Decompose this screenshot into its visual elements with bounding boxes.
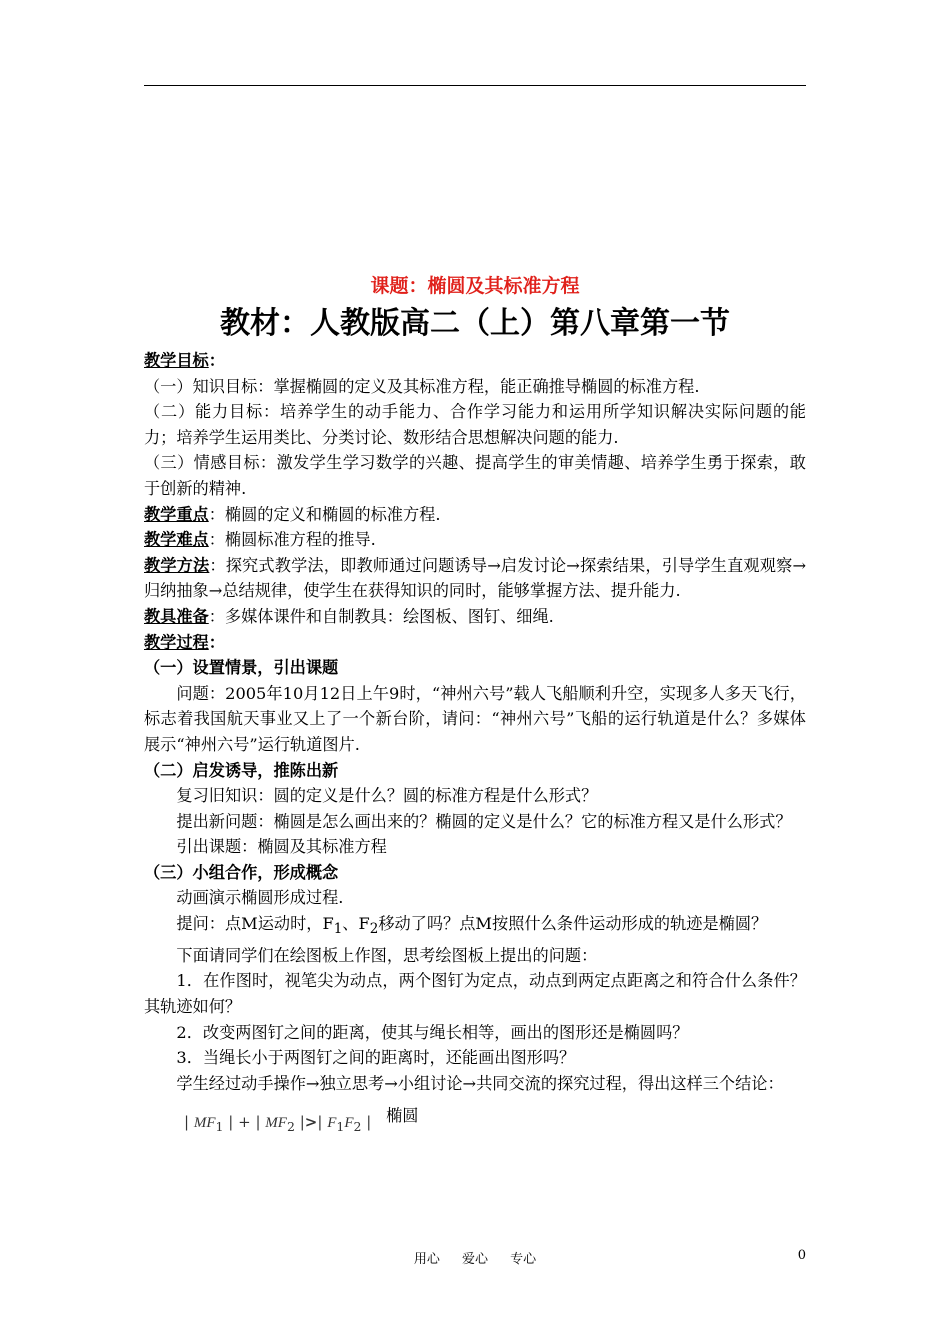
section-3-heading: （三）小组合作，形成概念: [144, 862, 339, 882]
f2-subscript: 2: [353, 1119, 362, 1135]
mf2-subscript: 2: [286, 1119, 295, 1135]
page-number: 0: [797, 1248, 806, 1263]
method-paragraph: [144, 553, 806, 604]
lesson-topic-title: 课题：椭圆及其标准方程: [370, 275, 580, 297]
mf1-subscript: 1: [215, 1119, 224, 1135]
section-3-q1: 1．在作图时，视笔尖为动点，两个图钉为定点，动点到两定点距离之和符合什么条件？其轨迹如何？: [144, 971, 806, 1017]
mf1-symbol: MF: [193, 1115, 216, 1132]
ellipse-condition-formula: [144, 1106, 806, 1139]
abs-bar: |: [184, 1113, 190, 1132]
tools-paragraph: [144, 604, 806, 630]
formula-result-word: 椭圆: [386, 1106, 419, 1126]
section-3-animation: 动画演示椭圆形成过程.: [176, 888, 344, 908]
page-footer: [144, 1248, 806, 1270]
abs-bar: |: [317, 1113, 323, 1132]
process-label: 教学过程: [144, 632, 209, 652]
abs-bar: |: [299, 1113, 305, 1132]
objective-emotion: （三）情感目标：激发学生学习数学的兴趣、提高学生的审美情趣、培养学生勇于探索，敢于创新的精神.: [144, 453, 806, 498]
process-colon: ：: [208, 632, 225, 652]
section-3-conclusion-intro: 学生经过动手操作→独立思考→小组讨论→共同交流的探究过程，得出这样三个结论：: [176, 1073, 784, 1093]
objectives-colon: ：: [208, 351, 225, 370]
difficulty-paragraph: [144, 527, 806, 553]
section-2-new-question: 提出新问题：椭圆是怎么画出来的？椭圆的定义是什么？它的标准方程又是什么形式？: [176, 811, 792, 831]
textbook-title: 教材：人教版高二（上）第八章第一节: [220, 306, 730, 341]
section-3-q3: 3．当绳长小于两图钉之间的距离时，还能画出图形吗？: [176, 1048, 576, 1068]
document-body: [144, 270, 806, 1139]
subscript-1: 1: [333, 921, 343, 938]
section-2-heading: （二）启发诱导，推陈出新: [144, 760, 339, 780]
section-2-topic: 引出课题：椭圆及其标准方程: [176, 837, 387, 857]
question-text-c: 移动了吗？点M按照什么条件运动形成的轨迹是椭圆？: [378, 914, 768, 934]
header-rule: [144, 85, 806, 86]
method-label: 教学方法: [144, 555, 210, 575]
section-1-heading: （一）设置情景，引出课题: [144, 658, 339, 678]
tools-text: ：多媒体课件和自制教具：绘图板、图钉、细绳.: [208, 606, 554, 626]
method-text: ：探究式教学法，即教师通过问题诱导→启发讨论→探索结果，引导学生直观观察→归纳抽象→总结规律，使学生在获得知识的同时，能够掌握方法、提升能力.: [144, 555, 807, 601]
key-point-label: 教学重点: [144, 504, 209, 524]
objectives-heading: [144, 348, 806, 374]
process-heading: [144, 630, 806, 656]
abs-bar: |: [366, 1113, 372, 1132]
section-2-review: 复习旧知识：圆的定义是什么？圆的标准方程是什么形式？: [176, 786, 598, 806]
footer-motto: 用心 爱心 专心: [413, 1252, 537, 1267]
tools-label: 教具准备: [144, 606, 209, 626]
f2-symbol: F: [344, 1115, 354, 1132]
objectives-label: 教学目标: [144, 351, 209, 370]
f1-subscript: 1: [336, 1119, 345, 1135]
question-text-b: 、F: [342, 914, 370, 934]
objective-ability: （二）能力目标：培养学生的动手能力、合作学习能力和运用所学知识解决实际问题的能力；培养学生运用类比、分类讨论、数形结合思想解决问题的能力.: [144, 402, 806, 447]
abs-bar: |: [228, 1113, 234, 1132]
difficulty-text: ：椭圆标准方程的推导.: [208, 530, 376, 550]
section-3-instruction: 下面请同学们在绘图板上作图，思考绘图板上提出的问题：: [176, 945, 598, 965]
subscript-2: 2: [369, 921, 379, 938]
question-text-a: 提问：点M运动时，F: [176, 914, 334, 934]
section-3-q2: 2．改变两图钉之间的距离，使其与绳长相等，画出的图形还是椭圆吗？: [176, 1022, 689, 1042]
greater-than-sign: >: [304, 1113, 318, 1132]
section-1-question: 问题：2005年10月12日上午9时，“神州六号”载人飞船顺利升空，实现多人多天飞行，标志着我国航天事业又上了一个新台阶，请问：“神州六号”飞船的运行轨道是什么？多媒体展示“神州六号”运行轨道图片.: [144, 683, 806, 754]
key-point-paragraph: [144, 502, 806, 528]
abs-bar: |: [255, 1113, 261, 1132]
objective-knowledge: （一）知识目标：掌握椭圆的定义及其标准方程，能正确推导椭圆的标准方程.: [144, 376, 700, 396]
key-point-text: ：椭圆的定义和椭圆的标准方程.: [208, 504, 441, 524]
mf2-symbol: MF: [265, 1115, 287, 1132]
f1-symbol: F: [327, 1115, 337, 1132]
section-3-question: [144, 911, 806, 943]
plus-sign: +: [238, 1113, 251, 1132]
difficulty-label: 教学难点: [144, 530, 209, 550]
